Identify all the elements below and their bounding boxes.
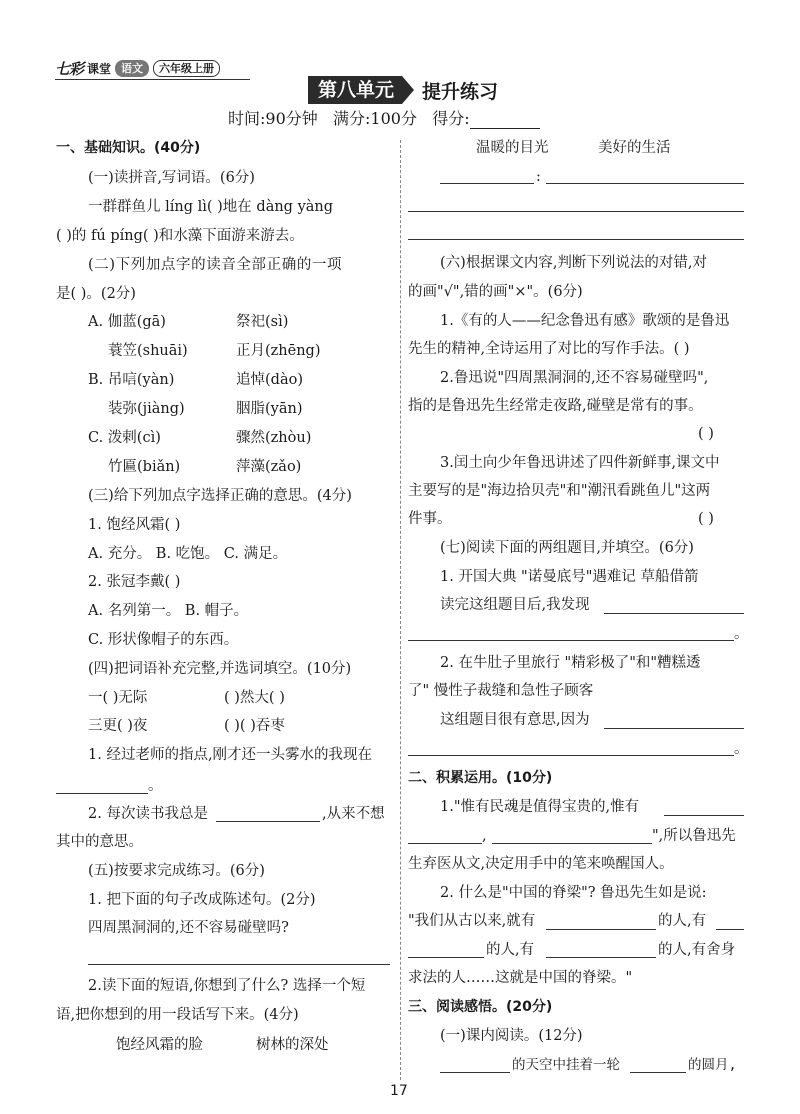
s3-line-1b: 的圆月,: [688, 1057, 737, 1073]
section-2-heading: 二、积累运用。(10分): [408, 770, 553, 786]
q4-word-4: ( )( )吞枣: [224, 718, 285, 734]
section-1-heading: 一、基础知识。(40分): [56, 140, 201, 156]
section-3-heading: 三、阅读感悟。(20分): [408, 999, 553, 1015]
title-text: 提升练习: [422, 80, 499, 103]
s2-item-1a: 1."惟有民魂是值得宝贵的,惟有: [440, 799, 640, 815]
q6-item-3-bracket[interactable]: ( ): [698, 511, 714, 527]
q4-heading: (四)把词语补充完整,并选词填空。(10分): [88, 661, 352, 677]
q3-heading: (三)给下列加点字选择正确的意思。(4分): [88, 488, 352, 504]
s2-item-2b2: 的人,有: [658, 913, 707, 929]
s3-line-1a: 的天空中挂着一轮: [512, 1057, 620, 1073]
q3-item-2-option-c: C. 形状像帽子的东西。: [88, 632, 239, 648]
option-c1: C. 泼剌(cì): [88, 430, 161, 446]
phrase-4: 美好的生活: [598, 140, 671, 156]
q7-answer-2a[interactable]: [604, 728, 744, 729]
q7-answer-1a[interactable]: [604, 613, 744, 614]
q4-sentence-1-end: 。: [148, 778, 163, 794]
score-blank[interactable]: [470, 112, 540, 129]
brand-bar: [55, 58, 220, 78]
s2-answer-2b[interactable]: [716, 929, 744, 930]
score-label: 满分:100分: [333, 109, 417, 128]
s2-item-2c2: 的人,有舍身: [658, 942, 736, 958]
s2-item-1d: 生弃医从文,决定用手中的笔来唤醒国人。: [408, 856, 674, 872]
q6-heading-2: 的画"√",错的画"×"。(6分): [408, 284, 583, 300]
q4-sentence-2a: 2. 每次读书我总是: [88, 806, 208, 822]
phrase-colon: :: [536, 169, 541, 185]
q7-heading: (七)阅读下面的两组题目,并填空。(6分): [440, 540, 694, 556]
s2-item-1c: ",所以鲁迅先: [652, 828, 736, 844]
q6-heading-1: (六)根据课文内容,判断下列说法的对错,对: [440, 255, 708, 271]
q3-item-2: 2. 张冠李戴( ): [88, 574, 181, 590]
q7-answer-2b[interactable]: [408, 755, 734, 756]
option-a1: A. 伽蓝(gā): [88, 314, 166, 330]
q6-item-1b: 先生的精神,全诗运用了对比的写作手法。( ): [408, 341, 690, 357]
q7-answer-1b[interactable]: [408, 640, 734, 641]
q1-heading: (一)读拼音,写词语。(6分): [88, 170, 255, 186]
s2-answer-1a[interactable]: [664, 815, 744, 816]
q4-sentence-2b: ,从来不想: [322, 806, 385, 822]
s2-answer-2a[interactable]: [546, 929, 656, 930]
exam-meta: [228, 106, 540, 129]
q4-word-1: 一( )无际: [88, 690, 148, 706]
q7-item-1a: 1. 开国大典 "诺曼底号"遇难记 草船借箭: [440, 569, 699, 585]
page-title: [308, 76, 498, 104]
q6-item-2-bracket[interactable]: ( ): [698, 426, 714, 442]
q7-item-1b: 读完这组题目后,我发现: [440, 597, 590, 613]
s3-answer-2[interactable]: [630, 1072, 686, 1073]
q4-word-2: ( )然大( ): [224, 690, 285, 706]
q6-item-2b: 指的是鲁迅先生经常走夜路,碰壁是常有的事。: [408, 398, 703, 414]
option-b2: 追悼(dào): [236, 372, 303, 388]
s2-answer-1c[interactable]: [492, 843, 652, 844]
phrase-answer-d[interactable]: [408, 239, 744, 240]
option-b4: 胭脂(yān): [236, 401, 303, 417]
s3-answer-1[interactable]: [440, 1072, 510, 1073]
s2-answer-2d[interactable]: [546, 957, 656, 958]
option-b1: B. 吊唁(yàn): [88, 372, 175, 388]
q7-item-1-end: 。: [734, 626, 749, 642]
s3-sub-heading: (一)课内阅读。(12分): [440, 1028, 583, 1044]
phrase-answer-c[interactable]: [408, 211, 744, 212]
s2-answer-2c[interactable]: [408, 957, 484, 958]
got-label: 得分:: [432, 109, 470, 128]
q4-word-3: 三更( )夜: [88, 718, 148, 734]
q7-item-2-end: 。: [734, 741, 749, 757]
brand-name: 课堂: [87, 61, 112, 76]
brand-underline: [55, 79, 250, 80]
q4-answer-2[interactable]: [216, 821, 320, 822]
q7-item-2c: 这组题目很有意思,因为: [440, 712, 590, 728]
option-c2: 骤然(zhòu): [236, 430, 312, 446]
q5-sentence: 四周黑洞洞的,还不容易碰壁吗?: [88, 920, 289, 936]
q5-item-2b: 语,把你想到的用一段话写下来。(4分): [56, 1007, 299, 1023]
s2-answer-1b[interactable]: [408, 843, 482, 844]
option-a2: 祭祀(sì): [236, 314, 289, 330]
q5-answer-line[interactable]: [88, 964, 390, 965]
column-divider: [400, 140, 401, 1080]
q4-sentence-1: 1. 经过老师的指点,刚才还一头雾水的我现在: [88, 747, 373, 763]
q6-item-3b: 主要写的是"海边拾贝壳"和"潮汛看跳鱼儿"这两: [408, 483, 711, 499]
q2-line-1: (二)下列加点字的读音全部正确的一项: [88, 257, 343, 273]
q6-item-3c: 件事。: [408, 511, 452, 527]
unit-label: 第八单元: [308, 76, 402, 104]
q1-line-2: ( )的 fú píng( )和水藻下面游来游去。: [56, 228, 304, 244]
q5-item-1: 1. 把下面的句子改成陈述句。(2分): [88, 892, 316, 908]
grade-pill: 六年级上册: [153, 60, 220, 77]
phrase-2: 树林的深处: [256, 1037, 329, 1053]
s2-item-1-comma: ,: [482, 828, 487, 844]
s2-item-2d: 求法的人……这就是中国的脊梁。": [408, 970, 633, 986]
q7-item-2a: 2. 在牛肚子里旅行 "精彩极了"和"糟糕透: [440, 655, 701, 671]
s2-item-2b1: "我们从古以来,就有: [408, 913, 536, 929]
q4-sentence-2c: 其中的意思。: [56, 834, 143, 850]
phrase-1: 饱经风霜的脸: [116, 1037, 203, 1053]
q4-answer-1[interactable]: [56, 793, 148, 794]
phrase-3: 温暖的目光: [476, 140, 549, 156]
q6-item-1a: 1.《有的人——纪念鲁迅有感》歌颂的是鲁迅: [440, 313, 730, 329]
q3-item-1: 1. 饱经风霜( ): [88, 517, 181, 533]
q6-item-2a: 2.鲁迅说"四周黑洞洞的,还不容易碰壁吗",: [440, 370, 709, 386]
q3-item-1-options: A. 充分。 B. 吃饱。 C. 满足。: [88, 546, 288, 562]
q7-item-2b: 了" 慢性子裁缝和急性子顾客: [408, 683, 594, 699]
s2-item-2c1: 的人,有: [486, 942, 535, 958]
phrase-answer-a[interactable]: [440, 183, 534, 184]
option-b3: 装弥(jiàng): [108, 401, 185, 417]
time-label: 时间:90分钟: [228, 109, 318, 128]
option-a4: 正月(zhēng): [236, 343, 321, 359]
option-a3: 蓑笠(shuāi): [108, 343, 188, 359]
s2-item-2a: 2. 什么是"中国的脊梁"? 鲁迅先生如是说:: [440, 885, 707, 901]
q5-item-2a: 2.读下面的短语,你想到了什么? 选择一个短: [88, 978, 366, 994]
q2-line-2: 是( )。(2分): [56, 286, 136, 302]
q1-line-1: 一群群鱼儿 líng lì( )地在 dàng yàng: [88, 199, 334, 215]
subject-pill: 语文: [115, 60, 149, 77]
q5-heading: (五)按要求完成练习。(6分): [88, 863, 265, 879]
q6-item-3a: 3.闰土向少年鲁迅讲述了四件新鲜事,课文中: [440, 455, 720, 471]
option-c4: 萍藻(zǎo): [236, 459, 302, 475]
page-number: 17: [390, 1083, 408, 1099]
option-c3: 竹匾(biǎn): [108, 459, 181, 475]
phrase-answer-b[interactable]: [546, 183, 744, 184]
brand-logo: 七彩: [55, 59, 84, 78]
q3-item-2-options: A. 名列第一。 B. 帽子。: [88, 603, 249, 619]
